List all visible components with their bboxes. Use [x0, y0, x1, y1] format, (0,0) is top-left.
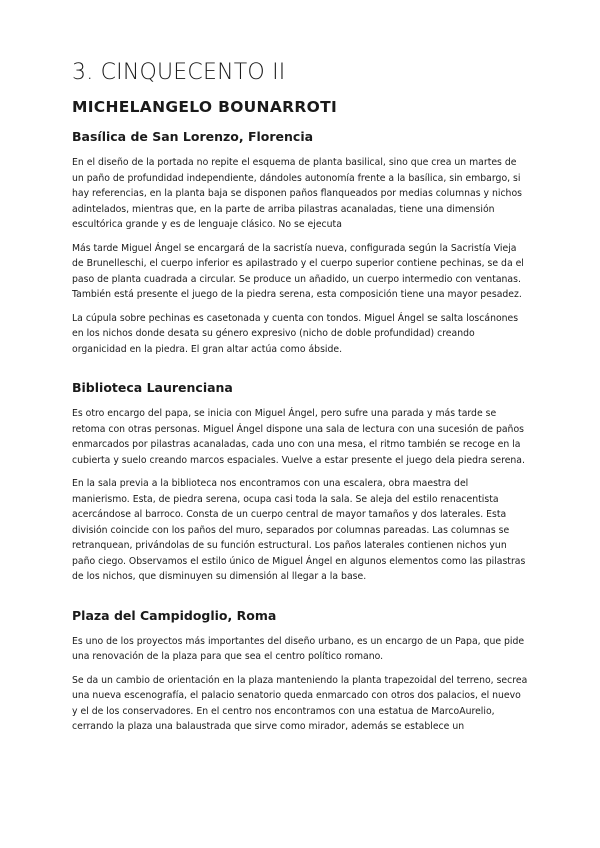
paragraph: Más tarde Miguel Ángel se encargará de la sacristía nueva, configurada según la Sacristía Vieja de Brunelleschi, el cuerpo inferior es apilastrado y el cuerpo superior contiene pechinas, se da el paso de planta cuadrada a circular. Se produce un añadido, un cuerpo intermedio con ventanas. También está presente el juego de la piedra serena, esta composición tiene una mayor pesadez. — [72, 242, 524, 300]
section-san-lorenzo — [72, 128, 528, 357]
section-biblioteca-laurenciana — [72, 379, 528, 585]
chapter-title: 3. CINQUECENTO II — [72, 60, 286, 85]
section-plaza-campidoglio — [72, 607, 528, 735]
section-heading: Basílica de San Lorenzo, Florencia — [72, 129, 314, 144]
paragraph: En la sala previa a la biblioteca nos encontramos con una escalera, obra maestra del manierismo. Esta, de piedra serena, ocupa casi toda la sala. Se aleja del estilo renacentista acercándose al barroco. Consta de un cuerpo central de mayor tamaños y dos laterales. Esta división coincide con los paños del muro, separados por columnas pareadas. Las columnas se retranquean, privándolas de su función estructural. Los paños laterales contienen nichos yun paño ciego. Observamos el estilo único de Miguel Ángel en algunos elementos como las pilastras de los nichos, que disminuyen su dimensión al llegar a la base. — [72, 478, 526, 582]
section-heading: Plaza del Campidoglio, Roma — [72, 607, 277, 623]
paragraph: Es uno de los proyectos más importantes del diseño urbano, es un encargo de un Papa, que pide una renovación de la plaza para que sea el centro político romano. — [72, 635, 525, 662]
section-heading: Biblioteca Laurenciana — [72, 380, 233, 395]
author-title: MICHELANGELO BOUNARROTI — [72, 98, 338, 116]
paragraph: Es otro encargo del papa, se inicia con Miguel Ángel, pero sufre una parada y más tarde se retoma con otras personas. Miguel Ángel dispone una sala de lectura con una sucesión de paños enmarcados por pilastras acanaladas, cada uno con una mesa, el ritmo también se recoge en la cubierta y suelo creando marcos espaciales. Vuelve a estar presente el juego dela piedra serena. — [72, 408, 525, 466]
paragraph: Se da un cambio de orientación en la plaza manteniendo la planta trapezoidal del terreno, secrea una nueva escenografía, el palacio senatorio queda enmarcado con otros dos palacios, el nuevo y el de los conservadores. En el centro nos encontramos con una estatua de MarcoAurelio, cerrando la plaza una balaustrada que sirve como mirador, además se establece un — [72, 674, 528, 732]
document-page — [72, 58, 528, 743]
paragraph: En el diseño de la portada no repite el esquema de planta basilical, sino que crea un martes de un paño de profundidad independiente, dándoles autonomía frente a la basílica, sin embargo, si hay referencias, en la planta baja se disponen paños flanqueados por medias columnas y nichos adintelados, mientras que, en la parte de arriba pilastras acanaladas, tiene una dimensión escultórica grande y es de lenguaje clásico. No se ejecuta — [72, 157, 522, 230]
paragraph: La cúpula sobre pechinas es casetonada y cuenta con tondos. Miguel Ángel se salta loscánones en los nichos donde desata su género expresivo (nicho de doble profundidad) creando organicidad en la piedra. El gran altar actúa como ábside. — [72, 312, 519, 355]
